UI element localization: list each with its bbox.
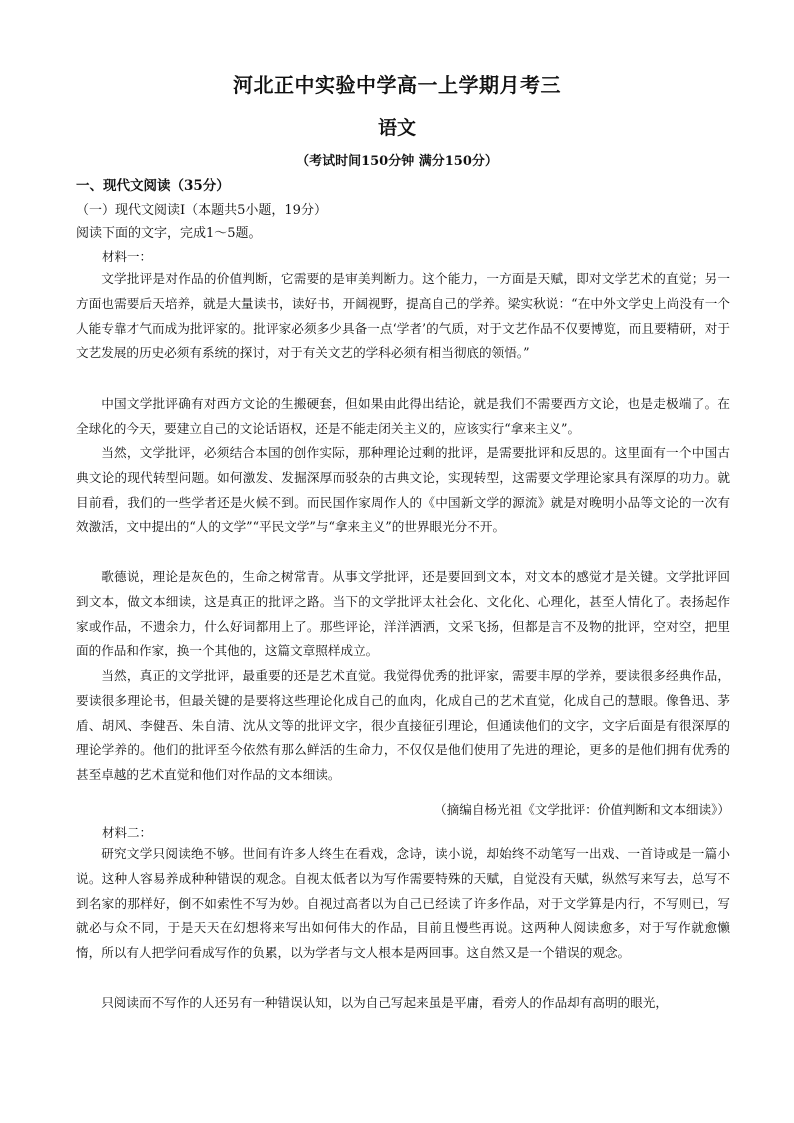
document-title: 河北正中实验中学高一上学期月考三 bbox=[233, 73, 561, 97]
material-one-paragraph: 中国文学批评确有对西方文论的生搬硬套，但如果由此得出结论，就是我们不需要西方文论，也是走极端了。在全球化的今天，要建立自己的文论话语权，还是不能走闭关主义的，应该实行“拿来主义”。 bbox=[76, 396, 730, 436]
material-one-label: 材料一： bbox=[102, 249, 153, 264]
material-one-paragraph: 文学批评是对作品的价值判断，它需要的是审美判断力。这个能力，一方面是天赋，即对文学艺术的直觉；另一方面也需要后天培养，就是大量读书，读好书，开阔视野，提高自己的学养。梁实秋说：“在中外文学史上尚没有一个人能专靠才气而成为批评家的。批评家必须多少具备一点‘学者’的气质，对于文艺作品不仅要博览，而且要精研，对于文艺发展的历史必须有系统的探讨，对于有关文艺的学科必须有相当彻底的领悟。” bbox=[76, 271, 730, 361]
subject-title: 语文 bbox=[377, 117, 416, 139]
material-two-paragraph: 研究文学只阅读绝不够。世间有许多人终生在看戏，念诗，读小说，却始终不动笔写一出戏、一首诗或是一篇小说。这种人容易养成种种错误的观念。自视太低者以为写作需要特殊的天赋，自觉没有天赋，纵然写来写去，总写不到名家的那样好，倒不如索性不写为妙。自视过高者以为自己已经读了许多作品，对于文学算是内行，不写则已，写就必与众不同，于是天天在幻想将来写出如何伟大的作品，目前且慢些再说。这两种人阅读愈多，对于写作就愈懒惰，所以有人把学问看成写作的负累，以为学者与文人根本是两回事。这自然又是一个错误的观念。 bbox=[76, 846, 730, 961]
material-two-label: 材料二： bbox=[102, 825, 153, 840]
material-two-paragraph: 只阅读而不写作的人还另有一种错误认知，以为自己写起来虽是平庸，看旁人的作品却有高明的眼光， bbox=[101, 995, 668, 1010]
section-heading: 一、现代文阅读（35分） bbox=[76, 178, 230, 194]
exam-info: （考试时间150分钟 满分150分） bbox=[296, 154, 498, 169]
material-one-paragraph: 当然，文学批评，必须结合本国的创作实际，那种理论过剩的批评，是需要批评和反思的。这里面有一个中国古典文论的现代转型问题。如何激发、发掘深厚而驳杂的古典文论，实现转型，这需要文学理论家具有深厚的功力。就目前看，我们的一些学者还是火候不到。而民国作家周作人的《中国新文学的源流》就是对晚明小品等文论的一次有效激活，文中提出的“人的文学”“平民文学”与“拿来主义”的世界眼光分不开。 bbox=[76, 445, 730, 535]
material-one-paragraph: 当然，真正的文学批评，最重要的还是艺术直觉。我觉得优秀的批评家，需要丰厚的学养，要读很多经典作品，要读很多理论书，但最关键的是要将这些理论化成自己的血肉，化成自己的艺术直觉，化成自己的慧眼。像鲁迅、茅盾、胡风、李健吾、朱自清、沈从文等的批评文字，很少直接征引理论，但通读他们的文字，文字后面是有很深厚的理论学养的。他们的批评至今依然有那么鲜活的生命力，不仅仅是他们使用了先进的理论，更多的是他们拥有优秀的甚至卓越的艺术直觉和他们对作品的文本细读。 bbox=[76, 668, 730, 783]
material-one-source: （摘编自杨光祖《文学批评：价值判断和文本细读》） bbox=[434, 802, 730, 817]
material-one-paragraph: 歌德说，理论是灰色的，生命之树常青。从事文学批评，还是要回到文本，对文本的感觉才是关键。文学批评回到文本，做文本细读，这是真正的批评之路。当下的文学批评太社会化、文化化、心理化，甚至人情化了。表扬起作家或作品，不遗余力，什么好词都用上了。那些评论，洋洋洒洒，文采飞扬，但都是言不及物的批评，空对空，把里面的作品和作家，换一个其他的，这篇文章照样成立。 bbox=[76, 569, 730, 659]
sub-section-heading: （一）现代文阅读Ⅰ（本题共5小题，19分） bbox=[76, 203, 327, 218]
reading-instruction: 阅读下面的文字，完成1～5题。 bbox=[76, 226, 262, 241]
